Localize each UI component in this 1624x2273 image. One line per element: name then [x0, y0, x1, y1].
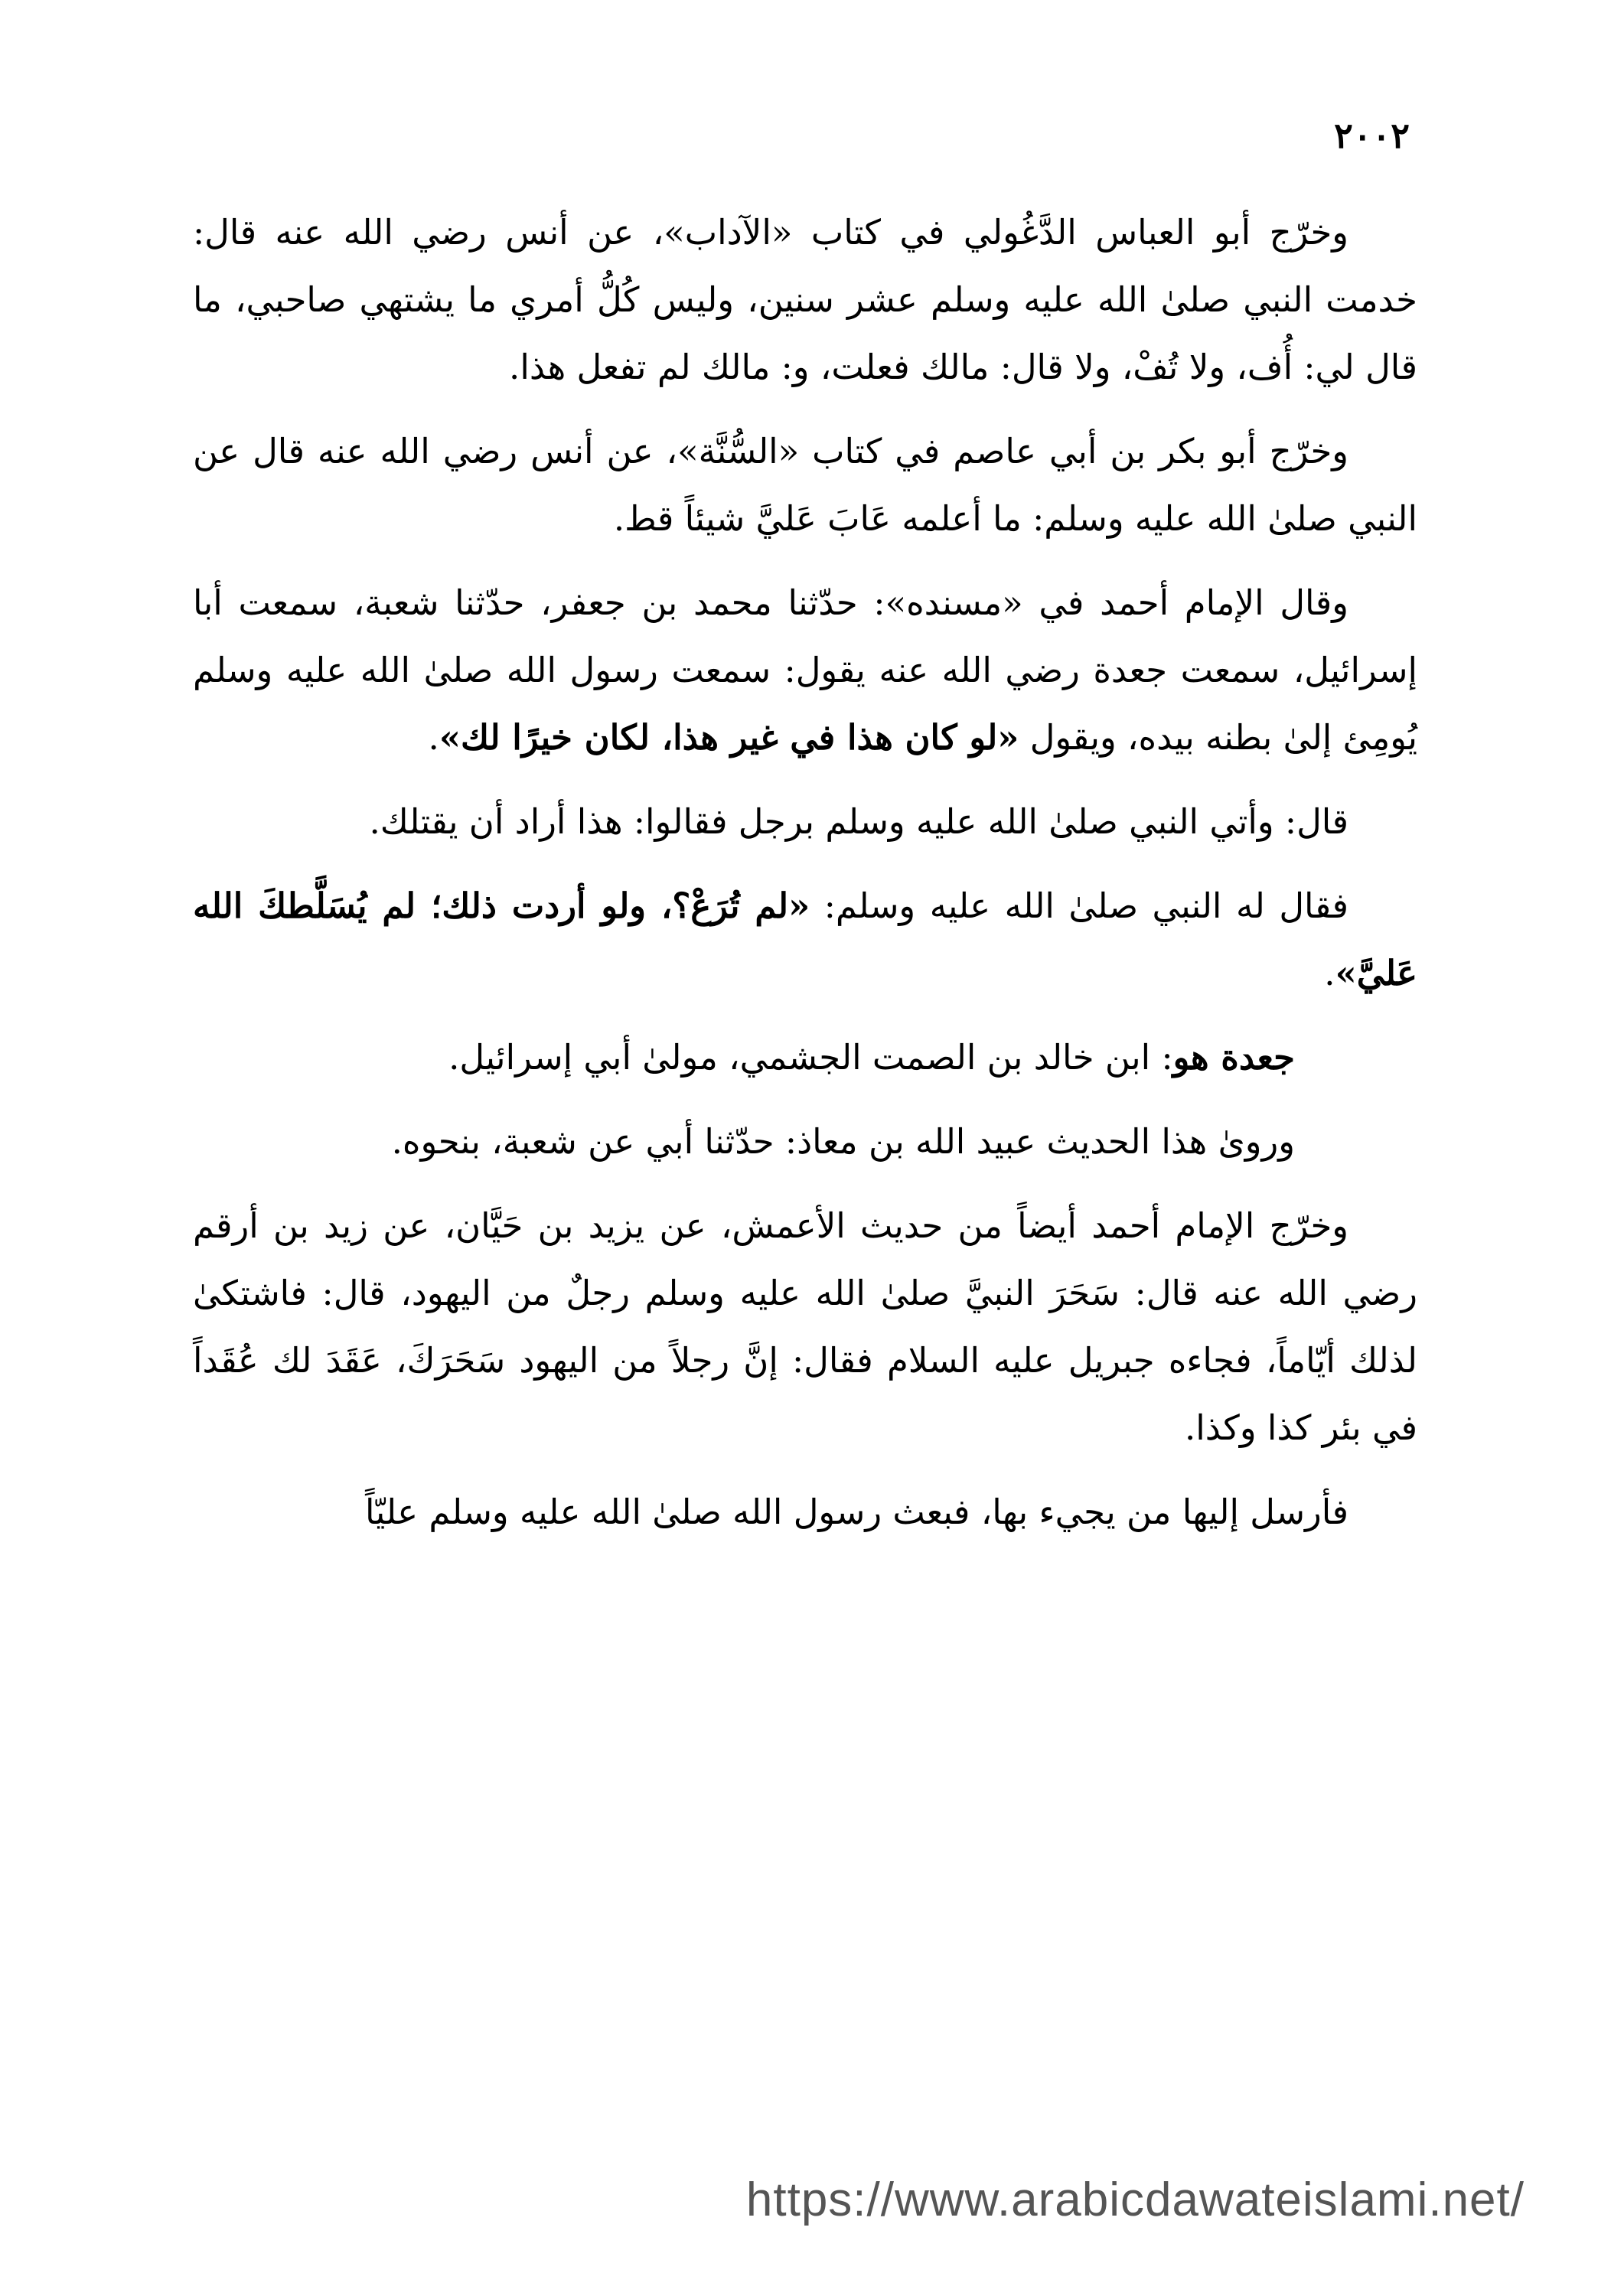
text-segment: فقال له النبي صلىٰ الله عليه وسلم: — [810, 885, 1349, 926]
text-segment: وخرّج الإمام أحمد أيضاً من حديث الأعمش، عن يزيد بن حَيَّان، عن زيد بن أرقم رضي الله عنه قال: سَحَرَ النبيَّ صلىٰ الله عليه وسلم رجلٌ من اليهود، قال: فاشتكىٰ لذلك أيّاماً، فجاءه جبريل عليه السلام فقال: إنَّ رجلاً من اليهود سَحَرَكَ، عَقَدَ لك عُقَداً في بئر كذا وكذا. — [193, 1205, 1417, 1448]
page-number: ٢٠٠٢ — [1334, 115, 1410, 156]
paragraph — [193, 1108, 1417, 1176]
text-segment: ورویٰ هذا الحديث عبيد الله بن معاذ: حدّثنا أبي عن شعبة، بنحوه. — [391, 1121, 1295, 1162]
paragraph — [193, 1024, 1417, 1091]
bold-text-segment: «لو كان هذا في غير هذا، لكان خيرًا لك» — [439, 717, 1019, 758]
paragraph — [193, 569, 1417, 771]
text-segment: قال: وأتي النبي صلىٰ الله عليه وسلم برجل فقالوا: هذا أراد أن يقتلك. — [369, 801, 1348, 842]
watermark-url[interactable]: https://www.arabicdawateislami.net/ — [745, 2174, 1525, 2226]
text-segment: وخرّج أبو العباس الدَّغُولي في كتاب «الآداب»، عن أنس رضي الله عنه قال: خدمت النبي صلىٰ الله عليه وسلم عشر سنين، وليس كُلُّ أمري ما يشتهي صاحبي، ما قال لي: أُف، ولا تُفْ، ولا قال: مالك فعلت، و: مالك لم تفعل هذا. — [193, 212, 1417, 387]
text-segment: . — [1324, 953, 1335, 993]
text-segment: وخرّج أبو بكر بن أبي عاصم في كتاب «السُّنَّة»، عن أنس رضي الله عنه قال عن النبي صلىٰ الله عليه وسلم: ما أعلمه عَابَ عَليَّ شيئاً قط. — [193, 431, 1417, 539]
paragraph — [193, 1479, 1417, 1546]
paragraph — [193, 199, 1417, 401]
paragraph — [193, 418, 1417, 553]
paragraph — [193, 1192, 1417, 1462]
paragraph — [193, 788, 1417, 856]
text-segment: : ابن خالد بن الصمت الجشمي، مولىٰ أبي إسرائيل. — [448, 1037, 1173, 1078]
bold-text-segment: «لم تُرَعْ؟، ولو أردت ذلك؛ لم يُسَلَّطكَ الله عَليَّ» — [193, 885, 1417, 993]
document-body — [193, 199, 1417, 1563]
paragraph — [193, 872, 1417, 1007]
text-segment: وقال الإمام أحمد في «مسنده»: حدّثنا محمد بن جعفر، حدّثنا شعبة، سمعت أبا إسرائيل، سمعت جعدة رضي الله عنه يقول: سمعت رسول الله صلىٰ الله عليه وسلم يُومِئ إلىٰ بطنه بيده، ويقول — [193, 582, 1417, 758]
bold-text-segment: جعدة هو — [1172, 1037, 1295, 1078]
text-segment: . — [428, 717, 439, 758]
text-segment: فأرسل إليها من يجيء بها، فبعث رسول الله صلىٰ الله عليه وسلم عليّاً — [365, 1492, 1348, 1532]
